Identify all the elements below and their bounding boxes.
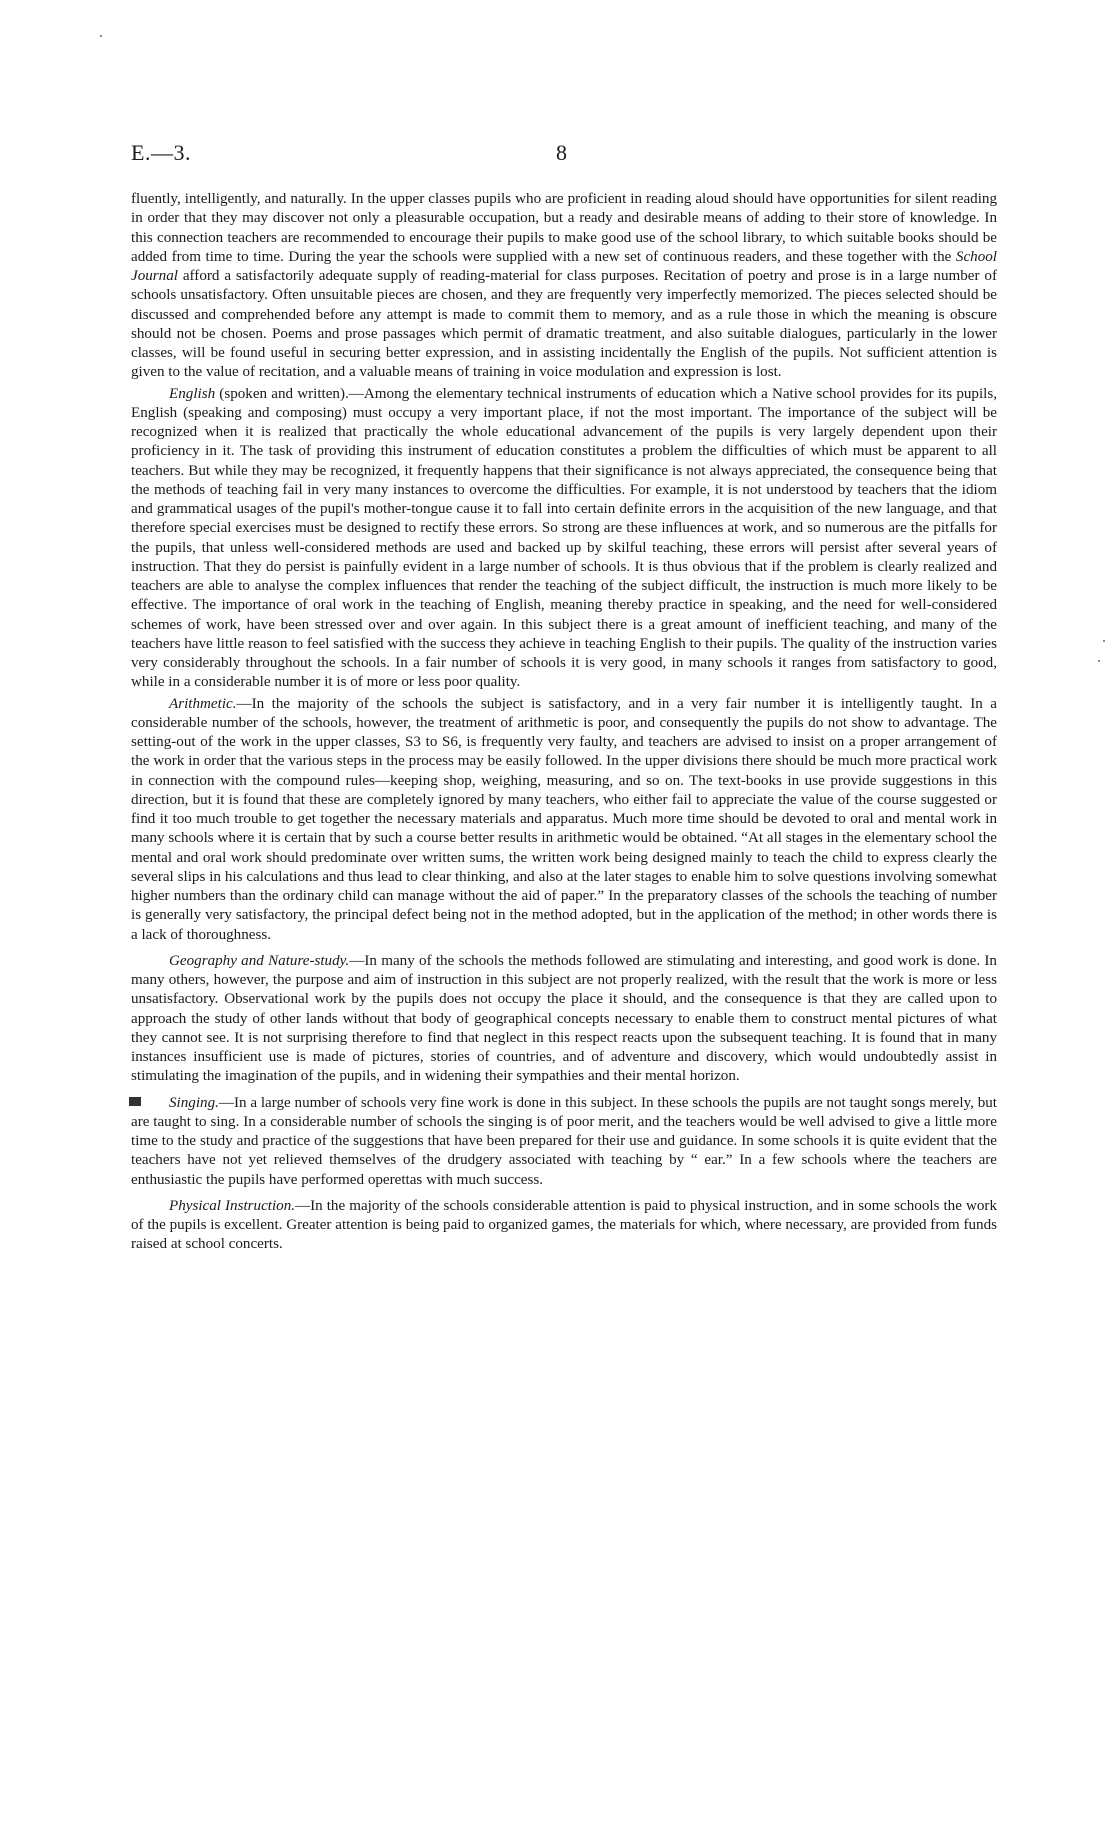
paragraph-text: —In the majority of the schools considerable attention is paid to physical instruction, and in some schools the work of the pupils is excellent. Greater attention is being paid to organized games, the materials for which, where necessary, are provided from funds raised at school concerts. xyxy=(131,1197,997,1253)
italic-title: School Journal xyxy=(131,248,997,284)
paragraph-english xyxy=(131,385,997,693)
paragraph-arithmetic xyxy=(131,695,997,945)
paragraph-text: —In the majority of the schools the subject is satisfactory, and in a very fair number it is intelligently taught. In a considerable number of the schools, however, the treatment of arithmetic is poor, and consequently the pupils do not show to advantage. The setting-out of the work in the upper classes, S3 to S6, is frequently very faulty, and teachers are advised to insist on a proper arrangement of the work in order that the various steps in the process may be easily followed. In the upper divisions there should be much more practical work in connection with the compound rules—keeping shop, weighing, measuring, and so on. The text-books in use provide suggestions in this direction, but it is found that these are completely ignored by many teachers, who either fail to appreciate the value of the course suggested or find it too much trouble to get together the necessary materials and apparatus. Much more time should be devoted to oral and mental work in many schools where it is certain that by such a course better results in arithmetic would be obtained. “At all stages in the elementary school the mental and oral work should predominate over written sums, the written work being designed mainly to teach the child to express clearly the several slips in his calculations and thus lead to clear thinking, and also at the later stages to enable him to solve questions involving somewhat higher numbers than the ordinary child can manage without the aid of paper.” In the preparatory classes of the schools the teaching of number is generally very satisfactory, the principal defect being not in the method adopted, but in the application of the method; in other words there is a lack of thoroughness. xyxy=(131,695,997,943)
scan-speck xyxy=(1103,640,1105,642)
scan-speck xyxy=(100,35,102,37)
page-header xyxy=(131,140,1001,174)
paragraph-singing xyxy=(131,1094,997,1190)
page-number: 8 xyxy=(556,140,567,165)
paragraph-text: —In many of the schools the methods followed are stimulating and interesting, and good work is done. In many others, however, the purpose and aim of instruction in this subject are not properly realized, with the result that the work is more or less unsatisfactory. Observational work by the pupils does not occupy the place it should, and the consequence is that they are called upon to approach the study of other lands without that body of geographical concepts necessary to enable them to construct mental pictures of what they cannot see. It is not surprising therefore to find that neglect in this respect reacts upon the subsequent teaching. It is found that in many instances insufficient use is made of pictures, stories of countries, and of adventure and discovery, which would undoubtedly assist in stimulating the imagination of the pupils, and in widening their sympathies and their mental horizon. xyxy=(131,952,997,1085)
body-text xyxy=(131,190,997,1257)
paragraph-text: fluently, intelligently, and naturally. In the upper classes pupils who are proficient in reading aloud should have opportunities for silent reading in order that they may discover not only a pleasurable occupation, but a ready and desirable means of adding to their store of knowledge. In this connection teachers are recommended to encourage their pupils to make good use of the school library, to which suitable books should be added from time to time. During the year the schools were supplied with a new set of continuous readers, and these together with the xyxy=(131,191,997,265)
document-reference: E.—3. xyxy=(131,140,191,165)
scan-speck xyxy=(1098,660,1100,662)
paragraph-text: afford a satisfactorily adequate supply of reading-material for class purposes. Recitation of poetry and prose is in a large number of schools unsatisfactory. Often unsuitable pieces are chosen, and they are frequently very imperfectly memorized. The pieces selected should be discussed and comprehended before any attempt is made to commit them to memory, and as a rule those in which the meaning is obscure should not be chosen. Poems and prose passages which permit of dramatic treatment, and also suitable dialogues, particularly in the lower classes, will be found useful in securing better expression, and in assisting incidentally the English of the pupils. Not sufficient attention is given to the value of recitation, and a valuable means of training in voice modulation and expression is lost. xyxy=(131,268,997,381)
paragraph-reading xyxy=(131,190,997,383)
ink-blot-mark xyxy=(129,1097,141,1106)
paragraph-physical-instruction xyxy=(131,1197,997,1255)
section-heading: Geography and Nature-study. xyxy=(169,952,350,969)
section-heading: Singing. xyxy=(169,1094,219,1111)
section-heading: Physical Instruction. xyxy=(169,1197,296,1214)
section-heading: Arithmetic. xyxy=(169,695,237,712)
section-heading: English xyxy=(169,385,216,402)
paragraph-text: —In a large number of schools very fine work is done in this subject. In these schools the pupils are not taught songs merely, but are taught to sing. In a considerable number of schools the singing is of poor merit, and the teachers would be well advised to give a little more time to the study and practice of the suggestions that have been prepared for their use and guidance. In some schools it is quite evident that the teachers have not yet relieved themselves of the drudgery associated with teaching by “ ear.” In a few schools where the teachers are enthusiastic the pupils have performed operettas with much success. xyxy=(131,1094,997,1188)
paragraph-geography xyxy=(131,952,997,1087)
paragraph-text: (spoken and written).—Among the elementary technical instruments of education which a Native school provides for its pupils, English (speaking and composing) must occupy a very important place, if not the most important. The importance of the subject will be recognized when it is realized that practically the whole educational advancement of the pupils is very largely dependent upon their proficiency in it. The task of providing this instrument of education constitutes a problem the difficulties of which must be apparent to all teachers. But while they may be recognized, it frequently happens that their significance is not always appreciated, the consequence being that the methods of teaching fail in very many instances to overcome the difficulties. For example, it is not understood by teachers that the idiom and grammatical usages of the pupil's mother-tongue cause it to fall into certain definite errors in the acquisition of the new language, and that therefore special exercises must be designed to rectify these errors. So strong are these influences at work, and so numerous are the pitfalls for the pupils, that unless well-considered methods are used and backed up by skilful teaching, these errors will persist after several years of instruction. That they do persist is painfully evident in a large number of schools. It is thus obvious that if the problem is clearly realized and teachers are able to analyse the complex influences that render the teaching of the subject difficult, the instruction is much more likely to be effective. The importance of oral work in the teaching of English, meaning thereby practice in speaking, and the need for well-considered schemes of work, have been stressed over and over again. In this subject there is a great amount of inefficient teaching, and many of the teachers have little reason to feel satisfied with the success they achieve in teaching English to their pupils. The quality of the instruction varies very considerably throughout the schools. In a fair number of schools it is very good, in many schools it ranges from satisfactory to good, while in a considerable number it is of more or less poor quality. xyxy=(131,385,997,691)
